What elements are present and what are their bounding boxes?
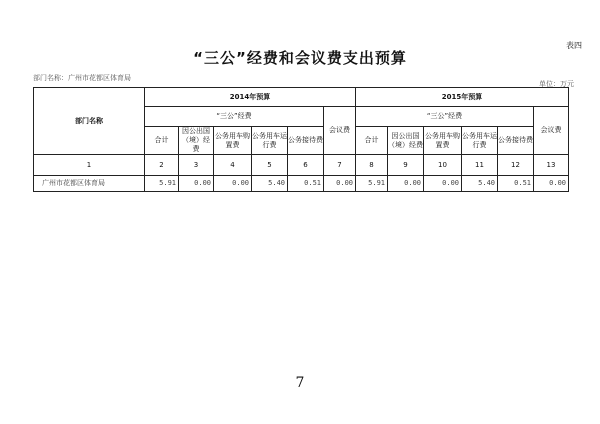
dept-name-cell: 广州市花都区体育局 [34,176,145,192]
year-2015-header: 2015年预算 [356,88,569,107]
value-cell: 0.00 [214,176,252,192]
value-cell: 0.51 [498,176,534,192]
col-index: 9 [388,155,424,176]
meeting-2014-header: 会议费 [324,107,356,155]
value-cell: 0.00 [388,176,424,192]
value-cell: 0.00 [324,176,356,192]
department-label: 部门名称：广州市花都区体育局 [33,74,131,82]
value-cell: 0.51 [288,176,324,192]
col-index: 5 [252,155,288,176]
meeting-2015-header: 会议费 [534,107,569,155]
sub-header: 公务用车运行费 [462,127,498,155]
sub-header: 公务用车购置费 [424,127,462,155]
value-cell: 0.00 [179,176,214,192]
sangong-2015-header: “三公”经费 [356,107,534,127]
budget-table [33,87,569,192]
col-index: 12 [498,155,534,176]
page-number: 7 [295,375,305,391]
sub-header: 因公出国（境）经费 [388,127,424,155]
dept-header: 部门名称 [34,88,145,155]
unit-label: 单位：万元 [539,80,574,88]
col-index: 8 [356,155,388,176]
value-cell: 0.00 [534,176,569,192]
page-title: “三公”经费和会议费支出预算 [193,49,407,67]
col-index: 1 [34,155,145,176]
value-cell: 5.40 [462,176,498,192]
sangong-2014-header: “三公”经费 [145,107,324,127]
col-index: 10 [424,155,462,176]
col-index: 6 [288,155,324,176]
col-index: 3 [179,155,214,176]
sub-header: 公务用车运行费 [252,127,288,155]
value-cell: 0.00 [424,176,462,192]
value-cell: 5.91 [145,176,179,192]
value-cell: 5.40 [252,176,288,192]
sub-header: 合计 [145,127,179,155]
col-index: 7 [324,155,356,176]
sub-header: 合计 [356,127,388,155]
table-tag: 表四 [566,41,582,50]
table-row [34,176,569,192]
col-index: 4 [214,155,252,176]
sub-header: 公务用车购置费 [214,127,252,155]
col-index: 13 [534,155,569,176]
value-cell: 5.91 [356,176,388,192]
col-index: 11 [462,155,498,176]
sub-header: 公务接待费 [498,127,534,155]
year-2014-header: 2014年预算 [145,88,356,107]
col-index: 2 [145,155,179,176]
sub-header: 公务接待费 [288,127,324,155]
sub-header: 因公出国（境）经费 [179,127,214,155]
